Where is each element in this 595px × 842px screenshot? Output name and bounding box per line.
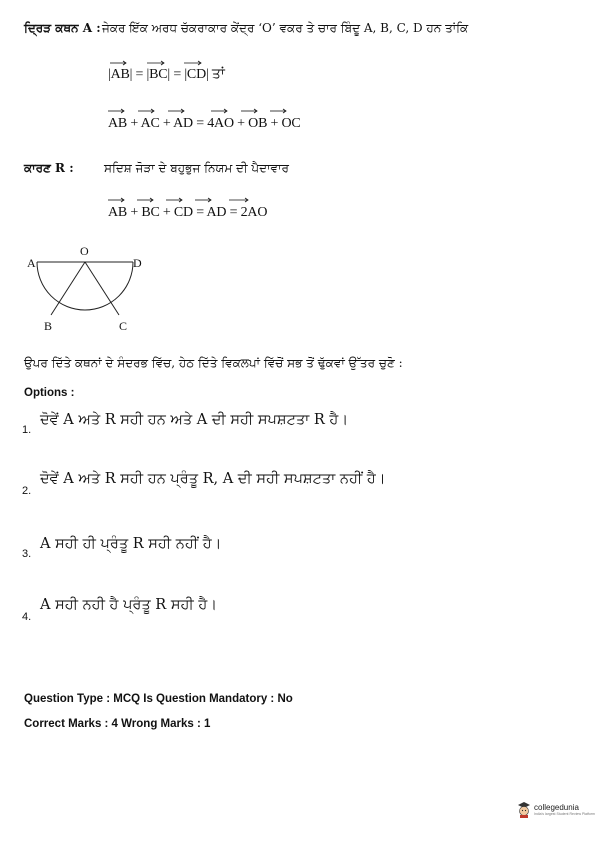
assertion-equation-1 xyxy=(108,67,225,83)
point-B-label: B xyxy=(44,319,53,333)
semicircle-figure xyxy=(20,240,160,350)
option-3-number: 3. xyxy=(22,548,32,560)
eq1-vector-arrows xyxy=(108,58,218,68)
point-O-label: O xyxy=(80,244,89,258)
assertion-equation-1-text: |AB| = |BC| = |CD| ਤਾਂ xyxy=(108,67,225,82)
mascot-icon xyxy=(516,800,532,818)
reason-label: ਕਾਰਣ R : xyxy=(24,161,74,175)
semicircle-arc xyxy=(37,262,133,310)
logo-name: collegedunia xyxy=(534,802,579,812)
reason-equation: AB + BC + CD = AD = 2AO xyxy=(108,205,268,220)
option-2-text[interactable]: ਦੋਵੇਂ A ਅਤੇ R ਸਹੀ ਹਨ ਪ੍ਰੰਤੂ R, A ਦੀ ਸਹੀ ਸਪਸ਼ਟਤਾ ਨਹੀਂ ਹੈ। xyxy=(40,471,386,487)
option-2-number: 2. xyxy=(22,485,32,497)
instruction-text: ਉਪਰ ਦਿੱਤੇ ਕਥਨਾਂ ਦੇ ਸੰਦਰਭ ਵਿੱਚ, ਹੇਠ ਦਿੱਤੇ ਵਿਕਲਪਾਂ ਵਿੱਚੋਂ ਸਭ ਤੋਂ ਢੁੱਕਵਾਂ ਉੱਤਰ ਚੁਣੋ : xyxy=(24,356,403,370)
option-4-number: 4. xyxy=(22,611,32,623)
reason-text: ਸਦਿਸ਼ ਜੋੜਾ ਦੇ ਬਹੁਭੁਜ ਨਿਯਮ ਦੀ ਪੈਦਾਵਾਰ xyxy=(104,161,289,175)
collegedunia-logo xyxy=(516,800,595,818)
options-heading: Options : xyxy=(24,387,75,399)
option-1-text[interactable]: ਦੋਵੇਂ A ਅਤੇ R ਸਹੀ ਹਨ ਅਤੇ A ਦੀ ਸਹੀ ਸਪਸ਼ਟਤਾ R ਹੈ। xyxy=(40,412,349,428)
question-type-line: Question Type : MCQ Is Question Mandatory : No xyxy=(24,693,293,705)
point-D-label: D xyxy=(133,256,142,270)
assertion-text: ਜੇਕਰ ਇੱਕ ਅਰਧ ਚੱਕਰਾਕਾਰ ਕੇਂਦ੍ਰ ‘O’ ਵਕਰ ਤੇ ਚਾਰ ਬਿੰਦੂ A, B, C, D ਹਨ ਤਾਂਕਿ xyxy=(102,21,469,35)
eq2-vector-arrows xyxy=(108,106,288,116)
assertion-label: ਦ੍ਰਿੜ ਕਥਨ A : xyxy=(24,21,101,35)
assertion-equation-2: AB + AC + AD = 4AO + OB + OC xyxy=(108,116,301,131)
point-C-label: C xyxy=(119,319,128,333)
option-3-text[interactable]: A ਸਹੀ ਹੀ ਪ੍ਰੰਤੂ R ਸਹੀ ਨਹੀਂ ਹੈ। xyxy=(40,536,222,552)
point-A-label: A xyxy=(27,256,36,270)
option-1-number: 1. xyxy=(22,424,32,436)
marks-line: Correct Marks : 4 Wrong Marks : 1 xyxy=(24,718,211,730)
reason-vector-arrows xyxy=(108,195,258,205)
option-4-text[interactable]: A ਸਹੀ ਨਹੀ ਹੈ ਪ੍ਰੰਤੂ R ਸਹੀ ਹੈ। xyxy=(40,597,218,613)
logo-tagline: India's largest Student Review Platform xyxy=(534,811,595,816)
